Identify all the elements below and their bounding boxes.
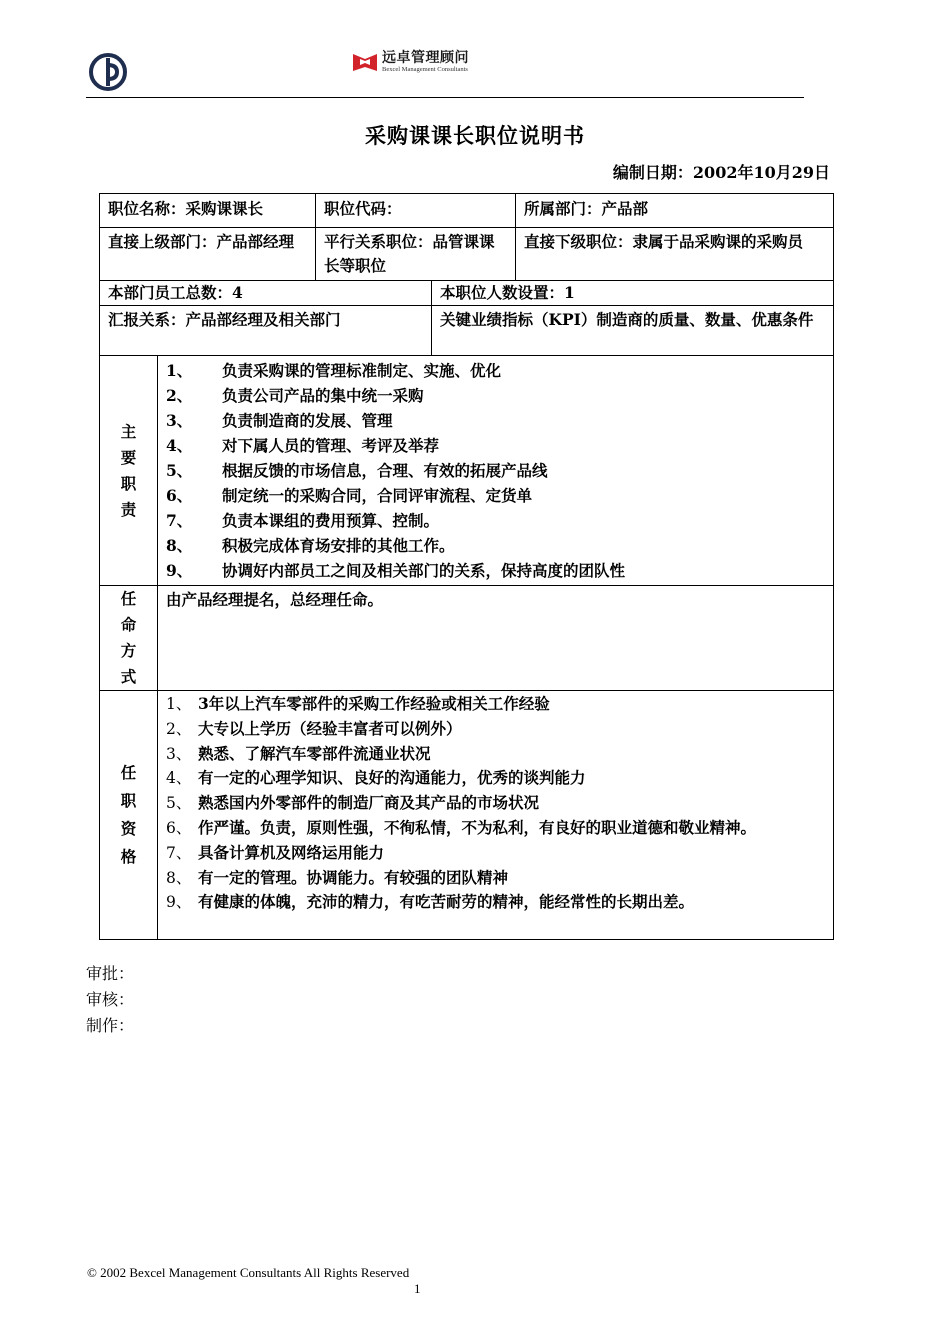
position-code-cell: 职位代码： [316, 194, 516, 228]
department-cell: 所属部门：产品部 [516, 194, 834, 228]
subordinate-cell: 直接下级职位：隶属于品采购课的采购员 [516, 228, 834, 281]
compile-date: 编制日期：2002年10月29日 [612, 163, 830, 182]
page-number: 1 [414, 1281, 421, 1296]
list-item: 9、 有健康的体魄，充沛的精力，有吃苦耐劳的精神，能经常性的长期出差。 [166, 892, 695, 912]
report-cell: 汇报关系：产品部经理及相关部门 [100, 306, 432, 356]
list-item: 8、 有一定的管理。协调能力。有较强的团队精神 [166, 867, 509, 887]
brand-mark-icon [352, 51, 378, 73]
qualifications-label: 任 职 资 格 [100, 691, 158, 940]
list-item: 5、 根据反馈的市场信息，合理、有效的拓展产品线 [166, 461, 548, 480]
staff-total-cell: 本部门员工总数：4 [100, 281, 432, 306]
approve-label: 审批： [86, 964, 135, 983]
list-item: 3、 负责制造商的发展、管理 [166, 411, 393, 430]
list-item: 5、 熟悉国内外零部件的制造厂商及其产品的市场状况 [166, 793, 540, 813]
list-item: 2、 负责公司产品的集中统一采购 [166, 386, 424, 405]
appointment-text: 由产品经理提名，总经理任命。 [158, 586, 834, 691]
review-label: 审核： [86, 990, 135, 1009]
brand-name-en: Bexcel Management Consultants [382, 65, 468, 73]
duties-list [158, 356, 834, 586]
copyright-footer: © 2002 Bexcel Management Consultants All Rights Reserved [87, 1265, 410, 1280]
prepare-label: 制作： [86, 1016, 135, 1035]
list-item: 7、 负责本课组的费用预算、控制。 [166, 511, 440, 530]
page-title: 采购课课长职位说明书 [365, 123, 585, 148]
brand-logo [352, 48, 469, 76]
job-description-table [99, 193, 834, 940]
superior-cell: 直接上级部门：产品部经理 [100, 228, 316, 281]
duties-label: 主 要 职 责 [100, 356, 158, 586]
list-item: 2、 大专以上学历（经验丰富者可以例外） [166, 718, 462, 738]
headcount-cell: 本职位人数设置：1 [432, 281, 834, 306]
appointment-label: 任 命 方 式 [100, 586, 158, 691]
list-item: 3、 熟悉、了解汽车零部件流通业状况 [166, 743, 431, 763]
company-logo-icon [88, 52, 128, 92]
brand-name-cn: 远卓管理顾问 [382, 49, 469, 66]
qualifications-list [158, 691, 834, 940]
list-item: 9、 协调好内部员工之间及相关部门的关系，保持高度的团队性 [166, 561, 626, 580]
position-name-cell: 职位名称：采购课课长 [100, 194, 316, 228]
list-item: 1、 负责采购课的管理标准制定、实施、优化 [166, 361, 502, 380]
list-item: 4、 有一定的心理学知识、良好的沟通能力，优秀的谈判能力 [166, 768, 586, 788]
list-item: 8、 积极完成体育场安排的其他工作。 [166, 536, 455, 555]
list-item: 6、 制定统一的采购合同，合同评审流程、定货单 [166, 486, 533, 505]
list-item: 1、 3年以上汽车零部件的采购工作经验或相关工作经验 [166, 694, 550, 713]
list-item: 6、 作严谨。负责，原则性强，不徇私情，不为私利，有良好的职业道德和敬业精神。 [166, 817, 757, 837]
kpi-cell: 关键业绩指标（KPI）制造商的质量、数量、优惠条件 [432, 306, 834, 356]
list-item: 7、 具备计算机及网络运用能力 [166, 842, 385, 862]
signoff-block [86, 961, 134, 1039]
parallel-cell: 平行关系职位：品管课课长等职位 [316, 228, 516, 281]
list-item: 4、 对下属人员的管理、考评及举荐 [166, 436, 440, 455]
header-divider [86, 97, 804, 98]
